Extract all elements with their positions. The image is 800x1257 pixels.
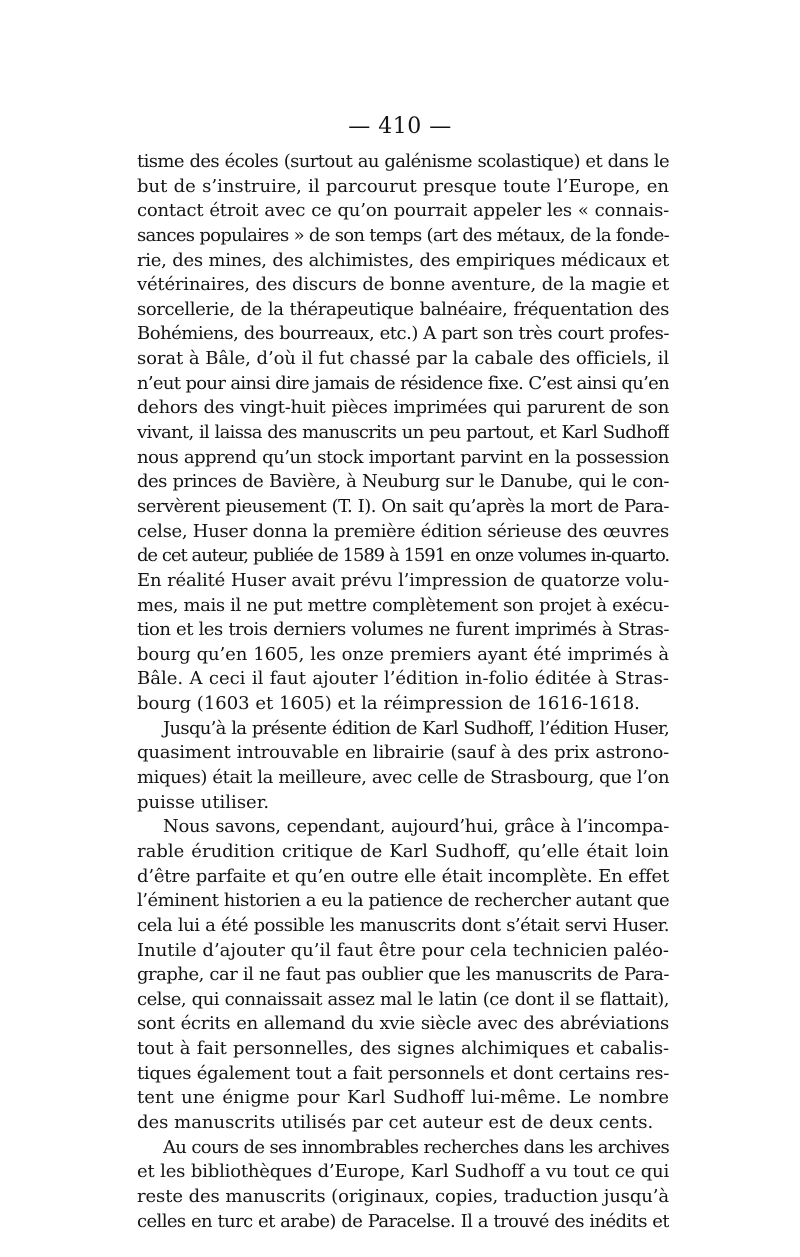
text-line: Nous savons, cependant, aujourd’hui, grâce à l’incompa-	[163, 816, 669, 838]
text-line: de cet auteur, publiée de 1589 à 1591 en onze volumes in-quarto.	[137, 545, 669, 567]
text-line: tisme des écoles (surtout au galénisme scolastique) et dans le	[137, 151, 669, 172]
text-line: tiques également tout a fait personnels et dont certains res-	[137, 1062, 669, 1084]
text-line: Inutile d’ajouter qu’il faut être pour cela technicien paléo-	[137, 939, 669, 961]
text-line: puisse utiliser.	[137, 791, 270, 813]
text-line: l’éminent historien a eu la patience de rechercher autant que	[137, 890, 669, 912]
text-line: tent une énigme pour Karl Sudhoff lui-même. Le nombre	[137, 1087, 669, 1109]
text-line: graphe, car il ne faut pas oublier que les manuscrits de Para-	[137, 964, 669, 986]
paragraph	[137, 1136, 669, 1235]
text-line: dehors des vingt-huit pièces imprimées qui parurent de son	[137, 397, 669, 419]
text-line: celles en turc et arabe) de Paracelse. Il a trouvé des inédits et	[137, 1210, 669, 1232]
text-line: mes, mais il ne put mettre complètement son projet à exécu-	[137, 594, 669, 616]
text-line: celse, qui connaissait assez mal le latin (ce dont il se flattait),	[137, 988, 669, 1010]
paragraph	[137, 717, 669, 816]
text-line: sorcellerie, de la thérapeutique balnéaire, fréquentation des	[137, 298, 669, 320]
text-line: quasiment introuvable en librairie (sauf à des prix astrono-	[137, 742, 669, 764]
text-line: sont écrits en allemand du xvie siècle avec des abréviations	[137, 1013, 669, 1035]
text-line: servèrent pieusement (T. I). On sait qu’après la mort de Para-	[137, 495, 669, 517]
text-line: tion et les trois derniers volumes ne furent imprimés à Stras-	[137, 619, 669, 641]
text-line: rable érudition critique de Karl Sudhoff, qu’elle était loin	[137, 840, 669, 862]
text-line: d’être parfaite et qu’en outre elle était incomplète. En effet	[137, 865, 669, 887]
text-line: bourg qu’en 1605, les onze premiers ayant été imprimés à	[137, 643, 669, 665]
text-line: des manuscrits utilisés par cet auteur est de deux cents.	[137, 1111, 654, 1133]
text-line: sorat à Bâle, d’où il fut chassé par la cabale des officiels, il	[137, 348, 669, 370]
text-line: Au cours de ses innombrables recherches dans les archives	[163, 1136, 669, 1158]
paragraph	[137, 815, 669, 1135]
text-line: bourg (1603 et 1605) et la réimpression de 1616-1618.	[137, 693, 640, 715]
text-line: Bâle. A ceci il faut ajouter l’édition in-folio éditée à Stras-	[137, 668, 669, 690]
text-line: cela lui a été possible les manuscrits dont s’était servi Huser.	[137, 914, 669, 936]
text-line: rie, des mines, des alchimistes, des empiriques médicaux et	[137, 249, 669, 271]
page-number: — 410 —	[348, 114, 452, 139]
text-line: miques) était la meilleure, avec celle de Strasbourg, que l’on	[137, 767, 669, 789]
text-line: nous apprend qu’un stock important parvint en la possession	[137, 446, 669, 468]
text-line: n’eut pour ainsi dire jamais de résidence fixe. C’est ainsi qu’en	[137, 372, 669, 394]
text-line: vivant, il laissa des manuscrits un peu partout, et Karl Sudhoff	[137, 422, 669, 444]
text-line: Bohémiens, des bourreaux, etc.) A part son très court profes-	[137, 323, 669, 345]
text-line: En réalité Huser avait prévu l’impression de quatorze volu-	[137, 569, 669, 591]
paragraph	[137, 150, 669, 717]
text-line: sances populaires » de son temps (art des métaux, de la fonde-	[137, 224, 669, 246]
text-line: reste des manuscrits (originaux, copies, traduction jusqu’à	[137, 1185, 669, 1207]
text-line: but de s’instruire, il parcourut presque toute l’Europe, en	[137, 175, 669, 197]
text-line: Jusqu’à la présente édition de Karl Sudhoff, l’édition Huser,	[163, 717, 669, 739]
body-text	[137, 150, 669, 1234]
text-line: vétérinaires, des discurs de bonne aventure, de la magie et	[137, 274, 669, 296]
text-line: des princes de Bavière, à Neuburg sur le Danube, qui le con-	[137, 471, 669, 493]
text-line: et les bibliothèques d’Europe, Karl Sudhoff a vu tout ce qui	[137, 1161, 669, 1183]
text-line: tout à fait personnelles, des signes alchimiques et cabalis-	[137, 1038, 669, 1060]
text-line: celse, Huser donna la première édition sérieuse des œuvres	[137, 520, 669, 542]
text-line: contact étroit avec ce qu’on pourrait appeler les « connais-	[137, 200, 669, 222]
